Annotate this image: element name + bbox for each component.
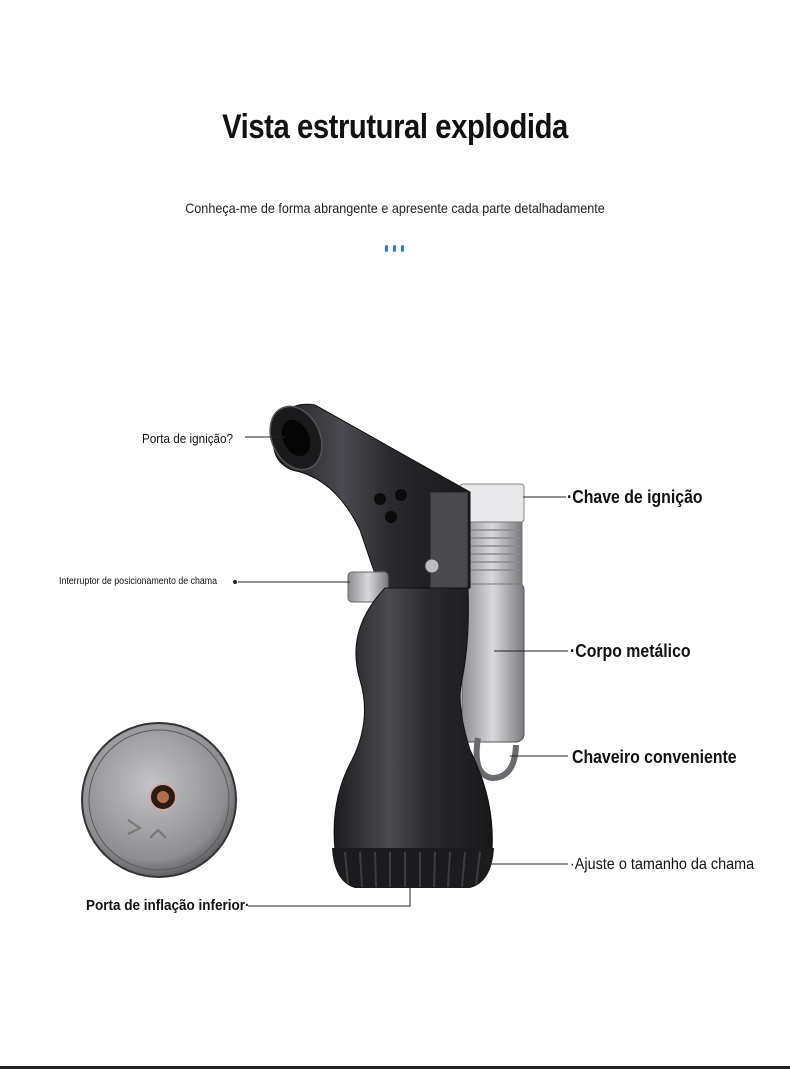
label-ignition-port: Porta de ignição? [142, 431, 234, 446]
page-title: Vista estrutural explodida [222, 108, 568, 146]
nozzle-head [260, 398, 470, 588]
label-ignition-key: ·Chave de ignição [567, 487, 703, 507]
label-inflation-port: Porta de inflação inferior· [86, 897, 250, 914]
inflation-port-detail [82, 723, 236, 877]
label-keychain: Chaveiro conveniente [572, 747, 737, 767]
label-flame-adjust: ·Ajuste o tamanho da chama [570, 856, 755, 873]
flame-adjust-ring [332, 848, 494, 888]
page-subtitle: Conheça-me de forma abrangente e apresente cada parte detalhadamente [185, 200, 605, 216]
metal-side-plate [462, 582, 524, 778]
label-metal-body: ·Corpo metálico [570, 641, 691, 661]
label-flame-switch: Interruptor de posicionamento de chama [59, 576, 218, 587]
